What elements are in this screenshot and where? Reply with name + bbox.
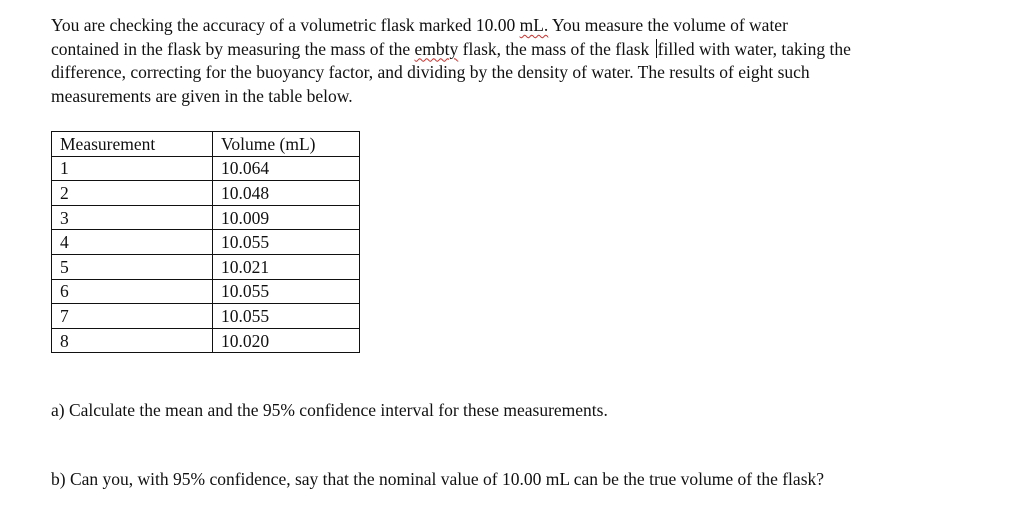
measurement-cell: 8 (52, 328, 213, 353)
measurement-cell: 6 (52, 279, 213, 304)
measurement-cell: 3 (52, 205, 213, 230)
spellcheck-flagged-word[interactable]: embty (414, 38, 459, 59)
measurement-cell: 7 (52, 304, 213, 329)
column-header-measurement: Measurement (52, 132, 213, 157)
volume-cell: 10.020 (213, 328, 360, 353)
statement-line-1 (51, 14, 981, 38)
table-row (52, 156, 360, 181)
column-header-volume: Volume (mL) (213, 132, 360, 157)
volume-cell: 10.064 (213, 156, 360, 181)
measurement-cell: 4 (52, 230, 213, 255)
table-row (52, 328, 360, 353)
spellcheck-flagged-word[interactable]: mL. (519, 15, 549, 35)
statement-text: You measure the volume of water (548, 15, 788, 35)
statement-text: You are checking the accuracy of a volumetric flask marked 10.00 (51, 15, 520, 35)
measurement-cell: 1 (52, 156, 213, 181)
table-row (52, 181, 360, 206)
measurement-cell: 2 (52, 181, 213, 206)
volume-cell: 10.055 (213, 230, 360, 255)
table-row (52, 230, 360, 255)
problem-statement (51, 14, 981, 108)
volume-cell: 10.021 (213, 254, 360, 279)
measurement-cell: 5 (52, 254, 213, 279)
statement-line-4: measurements are given in the table below. (51, 85, 353, 106)
volume-cell: 10.009 (213, 205, 360, 230)
question-b: b) Can you, with 95% confidence, say that the nominal value of 10.00 mL can be the true volume of the flask? (51, 469, 825, 489)
statement-text: flask, the mass of the flask (458, 38, 654, 59)
text-cursor (656, 39, 657, 58)
table-header-row (52, 132, 360, 157)
volume-cell: 10.055 (213, 279, 360, 304)
table-row (52, 254, 360, 279)
table-row (52, 205, 360, 230)
volume-cell: 10.055 (213, 304, 360, 329)
statement-line-2 (51, 38, 981, 62)
statement-text: filled with water, taking the (657, 38, 851, 59)
volume-cell: 10.048 (213, 181, 360, 206)
statement-line-3: difference, correcting for the buoyancy factor, and dividing by the density of water. The results of eight such (51, 62, 810, 82)
question-a: a) Calculate the mean and the 95% confidence interval for these measurements. (51, 400, 608, 420)
measurements-table (51, 131, 360, 353)
table-row (52, 279, 360, 304)
statement-text: contained in the flask by measuring the mass of the (51, 38, 415, 59)
table-row (52, 304, 360, 329)
